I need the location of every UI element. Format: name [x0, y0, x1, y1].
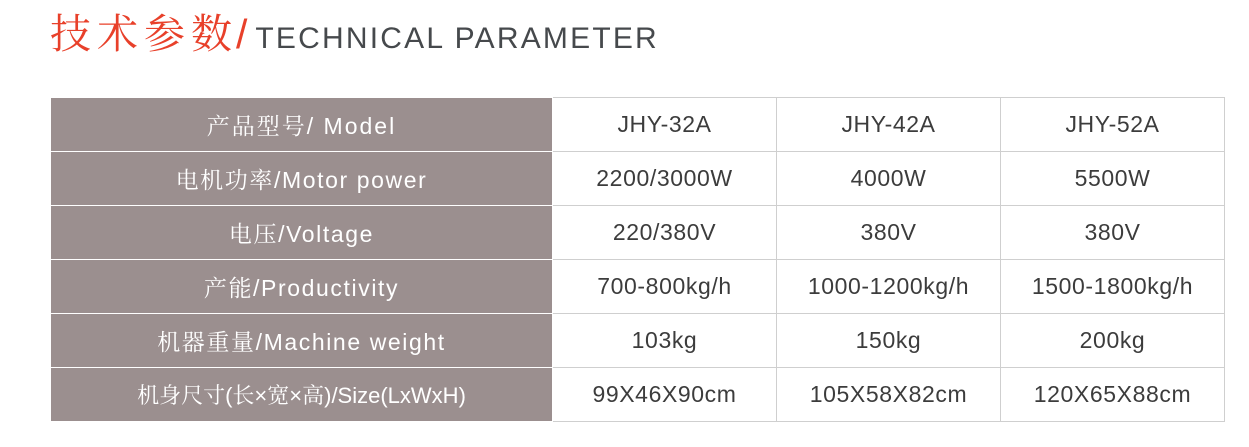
page-title-chinese: 技术参数 — [50, 11, 238, 57]
row-value: 2200/3000W — [553, 152, 777, 206]
page-title-english: TECHNICAL PARAMETER — [255, 22, 659, 55]
technical-parameter-table — [50, 97, 1225, 422]
row-value: 4000W — [777, 152, 1001, 206]
row-label: 机器重量/Machine weight — [51, 314, 553, 368]
row-value: 120X65X88cm — [1001, 368, 1225, 422]
row-value: JHY-32A — [553, 98, 777, 152]
table-row — [51, 260, 1225, 314]
row-value: 380V — [1001, 206, 1225, 260]
table-row — [51, 152, 1225, 206]
row-value: 103kg — [553, 314, 777, 368]
row-value: 700-800kg/h — [553, 260, 777, 314]
page-title-separator: / — [236, 11, 248, 57]
row-value: 1000-1200kg/h — [777, 260, 1001, 314]
row-label: 机身尺寸(长×宽×高)/Size(LxWxH) — [51, 368, 553, 422]
row-value: 380V — [777, 206, 1001, 260]
page-title — [50, 11, 659, 57]
row-label: 产能/Productivity — [51, 260, 553, 314]
table-body — [51, 98, 1225, 422]
row-value: 220/380V — [553, 206, 777, 260]
row-value: JHY-42A — [777, 98, 1001, 152]
table-row — [51, 368, 1225, 422]
table-row — [51, 98, 1225, 152]
row-value: 99X46X90cm — [553, 368, 777, 422]
row-label: 电机功率/Motor power — [51, 152, 553, 206]
row-value: 1500-1800kg/h — [1001, 260, 1225, 314]
row-value: 105X58X82cm — [777, 368, 1001, 422]
row-label: 产品型号/ Model — [51, 98, 553, 152]
row-value: JHY-52A — [1001, 98, 1225, 152]
row-label: 电压/Voltage — [51, 206, 553, 260]
row-value: 150kg — [777, 314, 1001, 368]
table-row — [51, 206, 1225, 260]
row-value: 5500W — [1001, 152, 1225, 206]
row-value: 200kg — [1001, 314, 1225, 368]
table-row — [51, 314, 1225, 368]
